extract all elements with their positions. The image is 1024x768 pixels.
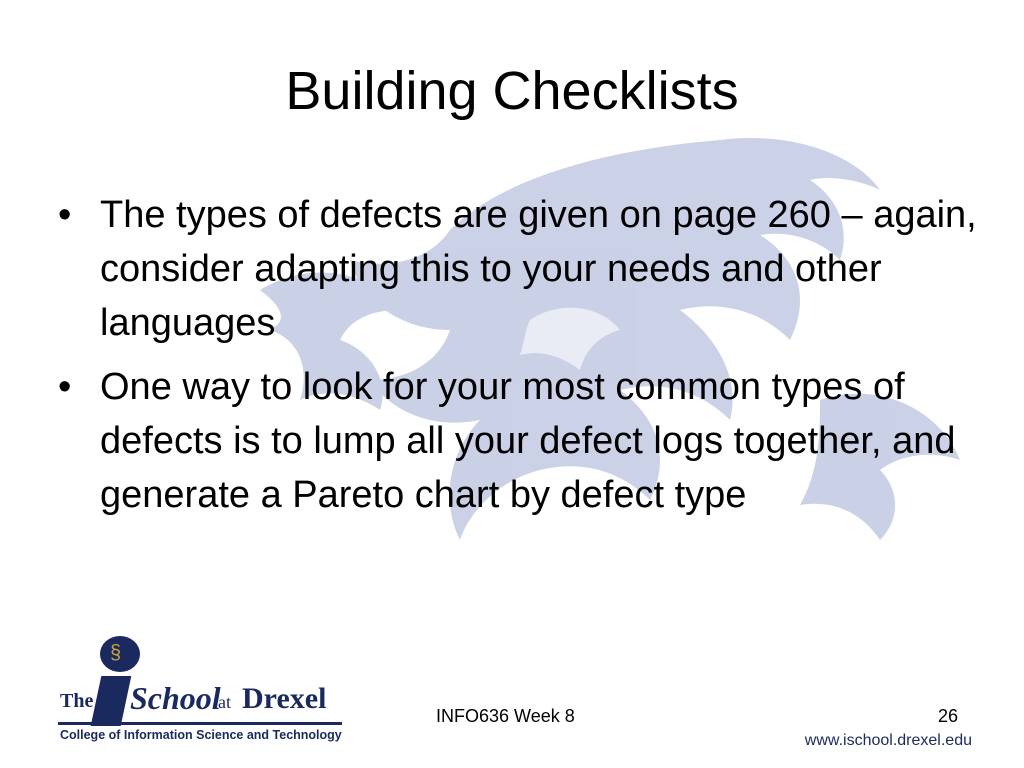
bullet-text: The types of defects are given on page 260 – again, consider adapting this to your needs and other languages [100, 194, 977, 344]
slide-title: Building Checklists [285, 61, 739, 121]
logo-i-letter [91, 676, 132, 726]
footer-url-link[interactable]: www.ischool.drexel.edu [804, 732, 972, 749]
bullet-list [58, 188, 978, 532]
bullet-text: One way to look for your most common types of defects is to lump all your defect logs together, and generate a Pareto chart by defect type [100, 366, 956, 516]
logo-tagline: College of Information Science and Technology [60, 728, 342, 742]
bullet-item [58, 188, 978, 350]
page-number: 26 [938, 706, 959, 726]
ischool-drexel-logo [58, 634, 348, 746]
footer-course-label: INFO636 Week 8 [436, 706, 575, 726]
logo-the-text: The [60, 690, 94, 712]
logo-drexel-text: Drexel [242, 682, 327, 715]
logo-divider [58, 722, 342, 725]
logo-at-text: at [218, 692, 231, 712]
dragon-icon: § [110, 642, 122, 664]
bullet-marker: • [58, 194, 72, 236]
logo-school-text: School [130, 680, 221, 716]
bullet-marker: • [58, 366, 72, 408]
bullet-item [58, 360, 978, 522]
